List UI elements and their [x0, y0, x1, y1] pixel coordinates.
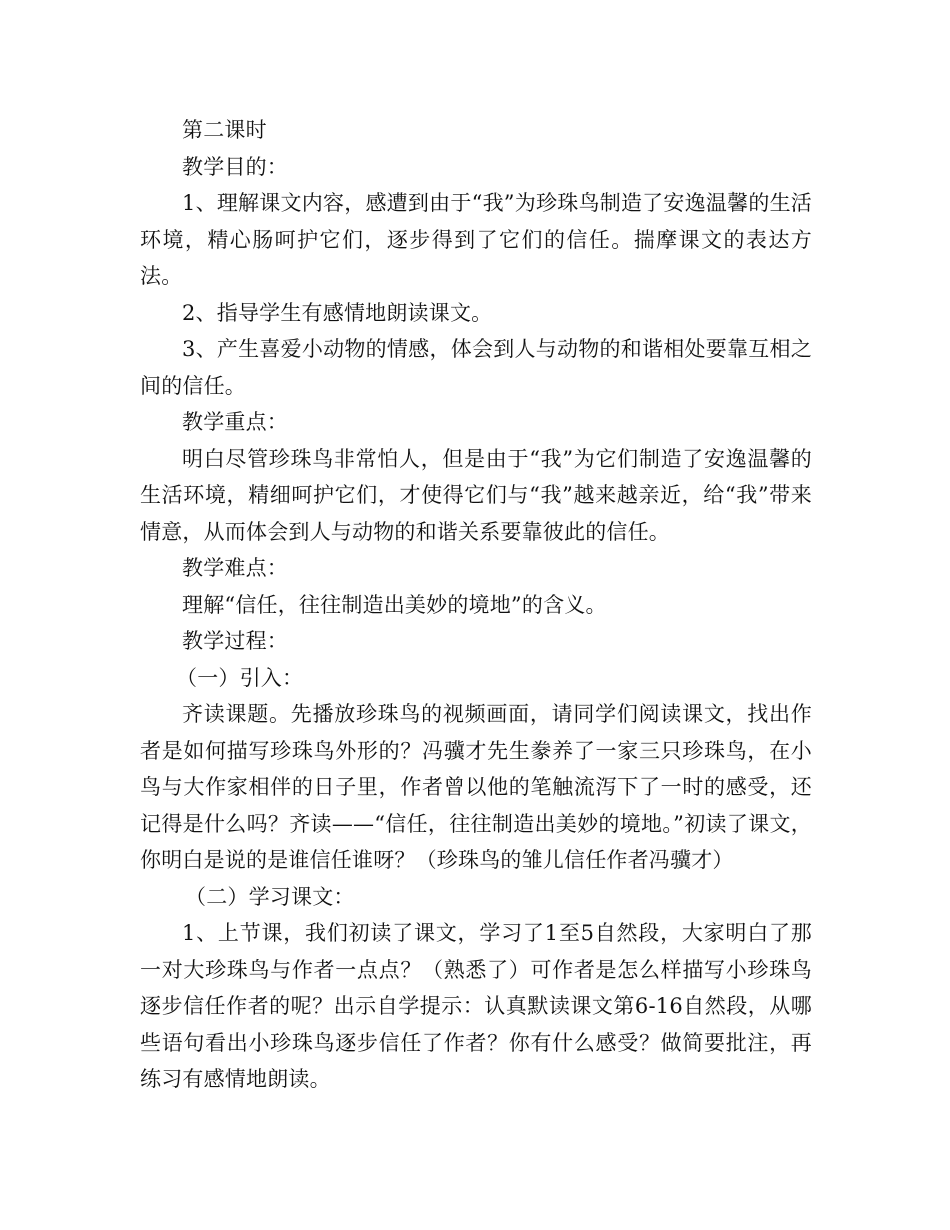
step-2-heading: （二）学习课文： [185, 884, 355, 909]
objective-2: 2、指导学生有感情地朗读课文。 [182, 300, 493, 325]
section-heading-objectives: 教学目的： [182, 154, 288, 179]
section-heading-difficulties: 教学难点： [182, 556, 288, 580]
step-1-heading: （一）引入： [176, 665, 304, 690]
step-2-text: 1、上节课，我们初读了课文，学习了1至5自然段，大家明白了那一对大珍珠鸟与作者一点点？（熟悉了）可作者是怎么样描写小珍珠鸟逐步信任作者的呢？出示自学提示：认真默读课文第6-16自然段，从哪些语句看出小珍珠鸟逐步信任了作者？你有什么感受？做简要批注，再练习有感情地朗读。 [140, 921, 812, 1091]
section-heading-process: 教学过程： [182, 629, 288, 653]
lesson-heading: 第二课时 [182, 118, 267, 142]
objective-1: 1、理解课文内容，感遭到由于“我”为珍珠鸟制造了安逸温馨的生活环境，精心肠呵护它们，逐步得到了它们的信任。揣摩课文的表达方法。 [140, 191, 812, 288]
step-1-text: 齐读课题。先播放珍珠鸟的视频画面，请同学们阅读课文，找出作者是如何描写珍珠鸟外形的？冯骥才先生豢养了一家三只珍珠鸟，在小鸟与大作家相伴的日子里，作者曾以他的笔触流泻下了一时的感受，还记得是什么吗？齐读——“信任，往往制造出美妙的境地。”初读了课文，你明白是说的是谁信任谁呀？（珍珠鸟的雏儿信任作者冯骥才） [140, 702, 812, 872]
objective-3: 3、产生喜爱小动物的情感，体会到人与动物的和谐相处要靠互相之间的信任。 [140, 337, 812, 398]
key-points-text: 明白尽管珍珠鸟非常怕人，但是由于“我”为它们制造了安逸温馨的生活环境，精细呵护它们，才使得它们与“我”越来越亲近，给“我”带来情意，从而体会到人与动物的和谐关系要靠彼此的信任。 [140, 446, 812, 544]
section-heading-key-points: 教学重点： [182, 410, 288, 434]
document-body [140, 112, 812, 1098]
difficulties-text: 理解“信任，往往制造出美妙的境地”的含义。 [182, 592, 607, 617]
